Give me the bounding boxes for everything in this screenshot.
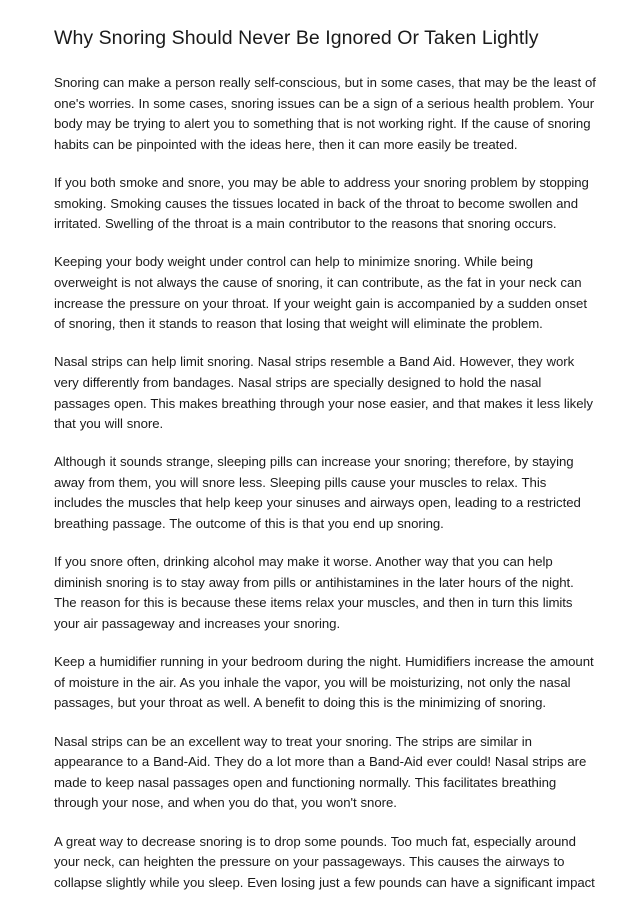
paragraph-line: overweight is not always the cause of snoring, it can contribute, as the fat in your neck can xyxy=(54,274,582,290)
body-paragraph xyxy=(54,352,594,434)
paragraph-line: that you will snore. xyxy=(54,416,164,432)
body-paragraph xyxy=(54,552,594,634)
paragraph-line: A great way to decrease snoring is to drop some pounds. Too much fat, especially around xyxy=(54,833,576,849)
document-title: Why Snoring Should Never Be Ignored Or Taken Lightly xyxy=(54,27,539,49)
body-paragraph xyxy=(54,173,594,235)
paragraph-line: If you both smoke and snore, you may be able to address your snoring problem by stopping xyxy=(54,174,589,190)
body-paragraph xyxy=(54,73,594,155)
paragraph-line: Nasal strips can help limit snoring. Nasal strips resemble a Band Aid. However, they work xyxy=(54,354,575,370)
paragraph-line: passages open. This makes breathing through your nose easier, and that makes it less likely xyxy=(54,395,593,411)
paragraph-line: The reason for this is because these items relax your muscles, and then in turn this limits xyxy=(54,595,573,611)
document-page xyxy=(54,24,594,911)
body-paragraph xyxy=(54,832,594,894)
paragraph-line: smoking. Smoking causes the tissues located in back of the throat to become swollen and xyxy=(54,195,578,211)
paragraph-line: Keep a humidifier running in your bedroom during the night. Humidifiers increase the amount xyxy=(54,654,594,670)
paragraph-line: away from them, you will snore less. Sleeping pills cause your muscles to relax. This xyxy=(54,474,547,490)
paragraph-line: passages, but your throat as well. A benefit to doing this is the minimizing of snoring. xyxy=(54,695,546,711)
body-paragraph xyxy=(54,732,594,814)
paragraph-line: your neck, can heighten the pressure on your passageways. This causes the airways to xyxy=(54,854,565,870)
paragraph-line: increase the pressure on your throat. If your weight gain is accompanied by a sudden onset xyxy=(54,295,587,311)
paragraph-line: irritated. Swelling of the throat is a main contributor to the reasons that snoring occurs. xyxy=(54,216,557,232)
paragraph-line: appearance to a Band-Aid. They do a lot more than a Band-Aid ever could! Nasal strips are xyxy=(54,754,587,770)
paragraph-line: very differently from bandages. Nasal strips are specially designed to hold the nasal xyxy=(54,374,542,390)
paragraph-line: your air passageway and increases your snoring. xyxy=(54,616,341,632)
document-body xyxy=(54,73,594,893)
paragraph-line: body may be trying to alert you to something that is not working right. If the cause of snoring xyxy=(54,116,591,132)
body-paragraph xyxy=(54,652,594,714)
paragraph-line: through your nose, and when you do that, you won't snore. xyxy=(54,795,397,811)
paragraph-line: breathing passage. The outcome of this is that you end up snoring. xyxy=(54,516,444,532)
paragraph-line: made to keep nasal passages open and functioning normally. This facilitates breathing xyxy=(54,774,557,790)
paragraph-line: Snoring can make a person really self-conscious, but in some cases, that may be the least of xyxy=(54,75,596,90)
paragraph-line: If you snore often, drinking alcohol may make it worse. Another way that you can help xyxy=(54,554,553,570)
body-paragraph xyxy=(54,252,594,334)
paragraph-line: diminish snoring is to stay away from pills or antihistamines in the later hours of the night. xyxy=(54,574,574,590)
paragraph-line: one's worries. In some cases, snoring issues can be a sign of a serious health problem. Your xyxy=(54,95,595,111)
paragraph-line: of snoring, then it stands to reason that losing that weight will eliminate the problem. xyxy=(54,316,543,332)
paragraph-line: Nasal strips can be an excellent way to treat your snoring. The strips are similar in xyxy=(54,733,532,749)
paragraph-line: Keeping your body weight under control can help to minimize snoring. While being xyxy=(54,254,534,270)
paragraph-line: includes the muscles that help keep your sinuses and airways open, leading to a restricted xyxy=(54,495,581,511)
paragraph-line: Although it sounds strange, sleeping pills can increase your snoring; therefore, by staying xyxy=(54,454,574,470)
paragraph-line: habits can be pinpointed with the ideas here, then it can more easily be treated. xyxy=(54,136,518,152)
paragraph-line: collapse slightly while you sleep. Even losing just a few pounds can have a significant impact xyxy=(54,874,595,890)
body-paragraph xyxy=(54,452,594,534)
paragraph-line: of moisture in the air. As you inhale the vapor, you will be moisturizing, not only the nasal xyxy=(54,674,571,690)
